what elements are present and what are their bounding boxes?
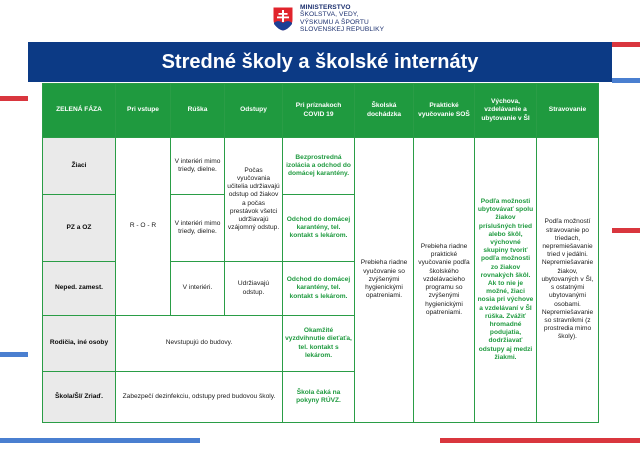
rules-table <box>42 83 599 423</box>
cell-school-merged: Zabezpečí dezinfekciu, odstupy pred budovou školy. <box>116 372 283 423</box>
ministry-logo <box>272 4 384 40</box>
row-head-teachers: PZ a OZ <box>43 195 116 262</box>
cell-distances-nonteaching: Udržiavajú odstup. <box>225 262 283 316</box>
cell-masks-students: V interiéri mimo triedy, dielne. <box>171 138 225 195</box>
row-head-school: Škola/ŠI/ Zriaď. <box>43 372 116 423</box>
header-covid: Pri príznakoch COVID 19 <box>283 84 355 138</box>
decor-stripe-left-red <box>0 96 28 101</box>
header-education: Výchova, vzdelávanie a ubytovanie v ŠI <box>475 84 537 138</box>
row-head-parents: Rodičia, iné osoby <box>43 316 116 372</box>
title-banner <box>28 42 612 82</box>
cell-catering: Podľa možností stravovanie po triedach, nepremiešavanie tried v jedálni. Nepremiešavanie žiakov, ubytovaných v ŠI, s ostatnými ubytovanými osobami. Nepremiešavanie so stravníkmi (z prostredia mimo školy). <box>537 138 599 423</box>
slovak-crest-icon <box>272 6 294 32</box>
header-practical: Praktické vyučovanie SOŠ <box>414 84 475 138</box>
decor-stripe-right-red <box>612 42 640 47</box>
cell-covid-parents: Okamžité vyzdvihnutie dieťaťa, tel. kontakt s lekárom. <box>283 316 355 372</box>
page-title: Stredné školy a školské internáty <box>161 50 479 73</box>
cell-education: Podľa možnosti ubytovávať spolu žiakov príslušných tried alebo škôl, výchovné skupiny tvoriť podľa možnosti zo žiakov rovnakých škôl. Ak to nie je možné, žiaci nosia pri výchove a vzdelávaní v ŠI rúška. Zvážiť hromadné podujatia, dodržiavať odstupy aj medzi žiakmi. <box>475 138 537 423</box>
ministry-name-line4: SLOVENSKEJ REPUBLIKY <box>300 26 385 34</box>
decor-stripe-right-red-lower <box>612 228 640 233</box>
header-masks: Rúška <box>171 84 225 138</box>
cell-covid-students: Bezprostredná izolácia a odchod do domácej karantény. <box>283 138 355 195</box>
cell-covid-nonteaching: Odchod do domácej karantény, tel. kontakt s lekárom. <box>283 262 355 316</box>
row-head-students: Žiaci <box>43 138 116 195</box>
decor-stripe-bottom-right <box>440 438 640 443</box>
header-distances: Odstupy <box>225 84 283 138</box>
decor-stripe-right-blue <box>612 78 640 83</box>
cell-parents-merged: Nevstupujú do budovy. <box>116 316 283 372</box>
cell-covid-teachers: Odchod do domácej karantény, tel. kontakt s lekárom. <box>283 195 355 262</box>
header-entry: Pri vstupe <box>116 84 171 138</box>
ministry-name-line2: ŠKOLSTVA, VEDY, <box>300 11 359 19</box>
decor-stripe-bottom-left <box>0 438 200 443</box>
ministry-name <box>300 4 384 34</box>
header-catering: Stravovanie <box>537 84 599 138</box>
cell-entry-rom: R - O - R <box>116 138 171 316</box>
cell-attendance: Prebieha riadne vyučovanie so zvýšenými hygienickými opatreniami. <box>355 138 414 423</box>
cell-covid-school: Škola čaká na pokyny RÚVZ. <box>283 372 355 423</box>
decor-stripe-left-blue <box>0 352 28 357</box>
cell-distances-students-teachers: Počas vyučovania učitelia udržiavajú odstup od žiakov a počas prestávok všetci udržiavajú vzájomný odstup. <box>225 138 283 262</box>
header-phase: ZELENÁ FÁZA <box>43 84 116 138</box>
cell-practical: Prebieha riadne praktické vyučovanie podľa školského vzdelávacieho programu so zvýšenými hygienickými opatreniami. <box>414 138 475 423</box>
cell-masks-teachers: V interiéri mimo triedy, dielne. <box>171 195 225 262</box>
ministry-name-line1: MINISTERSTVO <box>300 4 351 11</box>
row-head-non-teaching: Neped. zamest. <box>43 262 116 316</box>
header-attendance: Školská dochádzka <box>355 84 414 138</box>
cell-masks-nonteaching: V interiéri. <box>171 262 225 316</box>
ministry-name-line3: VÝSKUMU A ŠPORTU <box>300 18 369 26</box>
